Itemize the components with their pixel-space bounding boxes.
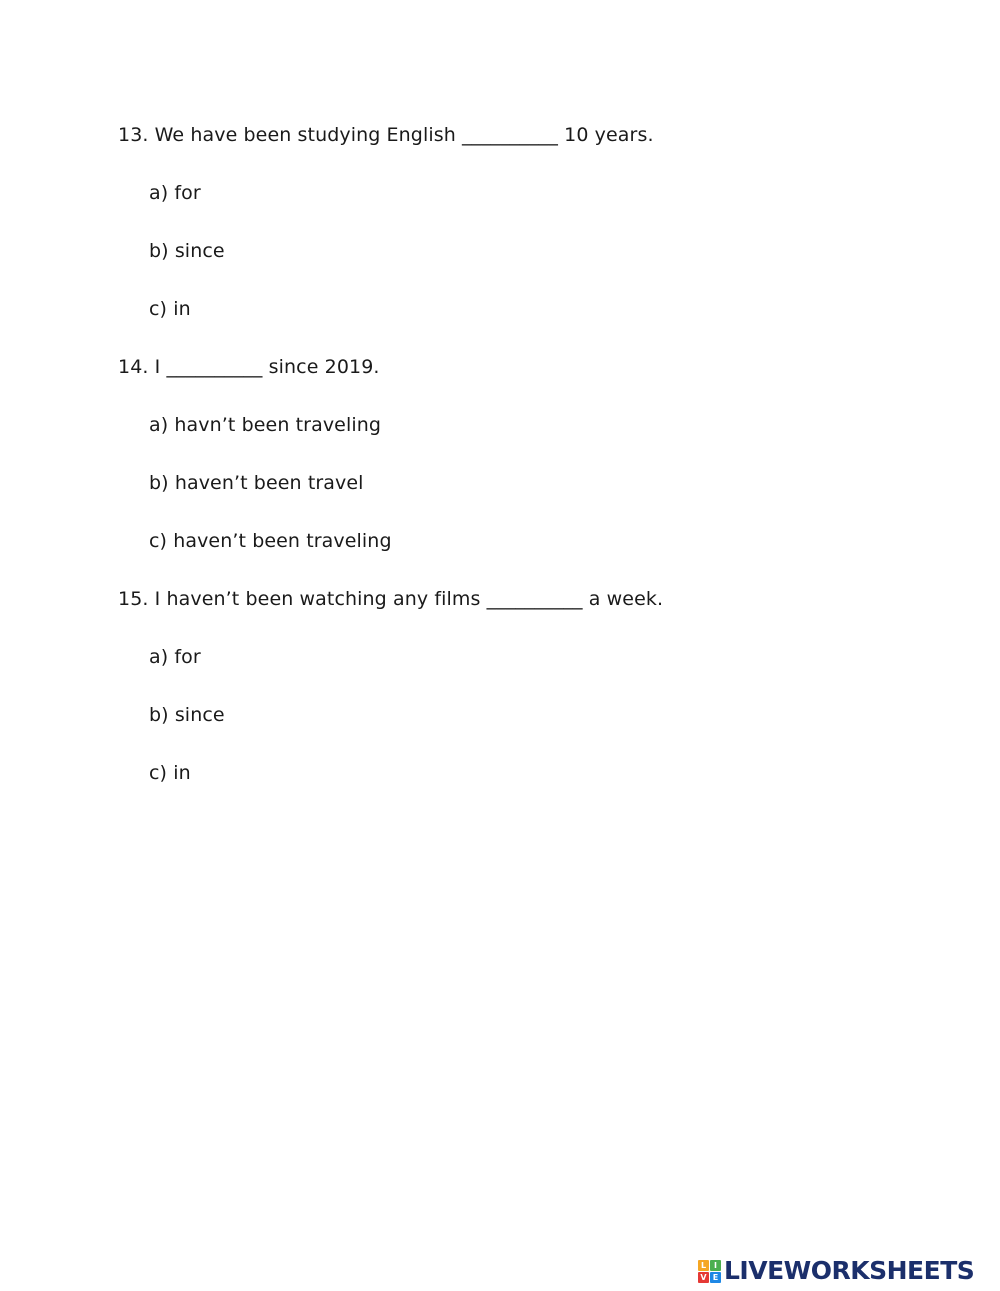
question-13-option-a[interactable]: a) for bbox=[149, 182, 201, 204]
logo-block-e: E bbox=[710, 1272, 721, 1283]
question-14-option-b[interactable]: b) haven’t been travel bbox=[149, 472, 364, 494]
question-15-option-a[interactable]: a) for bbox=[149, 646, 201, 668]
logo-block-l: L bbox=[698, 1260, 709, 1271]
liveworksheets-logo bbox=[698, 1256, 974, 1286]
question-14: 14. I __________ since 2019. bbox=[118, 356, 380, 378]
logo-blocks-icon bbox=[698, 1260, 721, 1283]
question-15-option-b[interactable]: b) since bbox=[149, 704, 225, 726]
logo-wordmark: LIVEWORKSHEETS bbox=[724, 1256, 975, 1285]
question-14-option-a[interactable]: a) havn’t been traveling bbox=[149, 414, 382, 436]
question-13: 13. We have been studying English __________ 10 years. bbox=[118, 124, 654, 146]
question-13-option-c[interactable]: c) in bbox=[149, 298, 191, 320]
question-13-option-b[interactable]: b) since bbox=[149, 240, 225, 262]
logo-block-v: V bbox=[698, 1272, 709, 1283]
question-15: 15. I haven’t been watching any films __________ a week. bbox=[118, 588, 664, 610]
question-14-option-c[interactable]: c) haven’t been traveling bbox=[149, 530, 392, 552]
logo-block-i: I bbox=[710, 1260, 721, 1271]
question-15-option-c[interactable]: c) in bbox=[149, 762, 191, 784]
